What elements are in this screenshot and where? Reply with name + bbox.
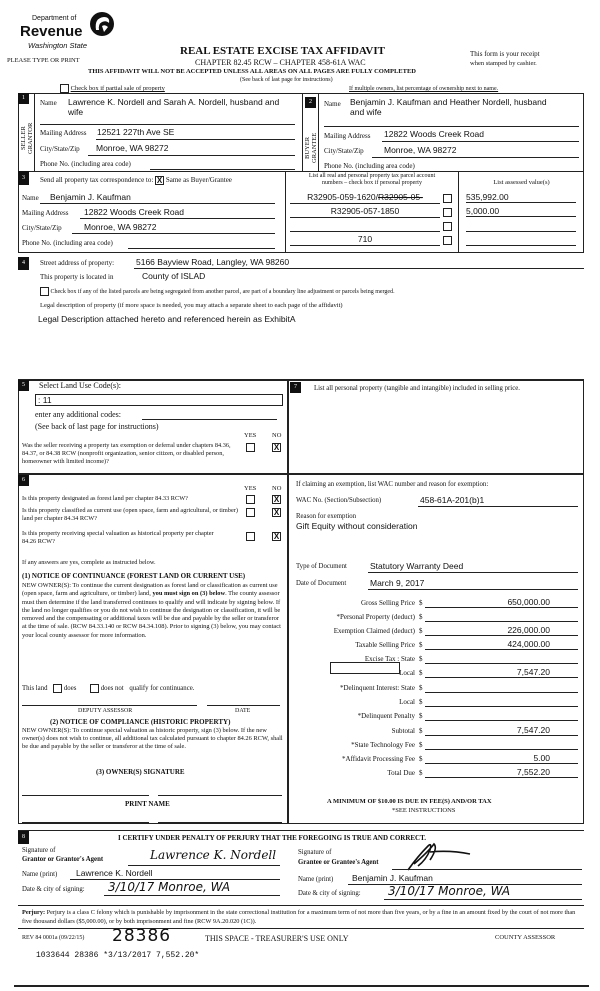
tax-line-value[interactable] xyxy=(425,653,578,664)
grantee-name-label: Name (print) xyxy=(298,876,334,883)
seller-name-label: Name xyxy=(40,99,57,107)
if-yes-instructions: If any answers are yes, complete as instructed below. xyxy=(22,559,156,566)
current-use-question: Is this property classified as current use (open space, farm and agricultural, or timber) land per chapter 84.34 RCW? xyxy=(22,507,238,522)
section-7-number: 7 xyxy=(290,382,301,393)
seller-mailing-field[interactable]: 12521 227th Ave SE xyxy=(97,127,175,137)
land-use-label: Select Land Use Code(s): xyxy=(39,381,121,390)
yes-header: YES xyxy=(244,432,257,439)
logo-line3: Washington State xyxy=(28,41,88,50)
section-8-number: 8 xyxy=(18,831,29,844)
currency-symbol: $ xyxy=(419,755,423,763)
form-revision: REV 84 0001a (09/22/15) xyxy=(22,935,85,941)
historical-question: Is this property receiving special valuation as historical property per chapter 84.26 RCW? xyxy=(22,530,214,545)
currency-symbol: $ xyxy=(419,641,423,649)
tax-line-value[interactable]: 5.00 xyxy=(425,753,578,764)
currency-symbol: $ xyxy=(419,599,423,607)
located-label: This property is located in xyxy=(40,273,114,281)
forest-land-yes-checkbox[interactable] xyxy=(246,495,255,504)
tax-line-label: *Affidavit Processing Fee xyxy=(342,755,415,763)
parcel-row[interactable] xyxy=(290,220,440,232)
tax-line-label: Local xyxy=(399,698,415,706)
currency-symbol: $ xyxy=(419,712,423,720)
logo-line1: Department of xyxy=(32,15,77,22)
deputy-date-label: DATE xyxy=(235,708,251,714)
grantor-date-field[interactable]: 3/10/17 Monroe, WA xyxy=(108,880,231,894)
currency-symbol: $ xyxy=(419,727,423,735)
seller-city-field[interactable]: Monroe, WA 98272 xyxy=(96,143,169,153)
tax-line-label: *Delinquent Penalty xyxy=(357,712,415,720)
multiple-owners-note: If multiple owners, list percentage of ownership next to name. xyxy=(349,86,499,92)
additional-codes-label: enter any additional codes: xyxy=(35,410,121,419)
same-as-buyer-checkbox[interactable]: X xyxy=(156,176,163,185)
parcel-number[interactable]: 710 xyxy=(357,234,373,244)
assessed-value[interactable]: 535,992.00 xyxy=(466,192,576,203)
seller-name-line2[interactable]: wife xyxy=(68,107,84,117)
handwritten-number: 28386 xyxy=(112,926,172,946)
located-field[interactable]: County of ISLAD xyxy=(142,271,206,281)
tax-line-value[interactable]: 7,552.20 xyxy=(425,767,578,778)
notice1-post: . The county assessor must then determine if the land transferred continues to qualify and will indicate by signing below. If the land no longer qualifies or you do not wish to continue the designation or classification, it will be removed and the compensating or additional taxes will be due and payable by the seller or transferor at the time of sale. (RCW 84.33.140 or RCW 84.34.108). Prior to signing (3) below, you may contact your local county assessor for more information. xyxy=(22,590,281,639)
county-assessor-label: COUNTY ASSESSOR xyxy=(495,934,556,941)
tax-line-label: *State Technology Fee xyxy=(351,741,415,749)
send-correspondence-label xyxy=(40,176,232,185)
grantor-signature[interactable]: Lawrence K. Nordell xyxy=(150,848,277,862)
receipt-note-1: This form is your receipt xyxy=(470,50,540,58)
owner-signature-line-2[interactable] xyxy=(158,795,282,796)
notice1-pre: NEW OWNER(S): To continue the current designation as forest land or classification as current use (open space, farm and agriculture, or timber) land, xyxy=(22,582,278,598)
doc-type-field[interactable]: Statutory Warranty Deed xyxy=(370,561,464,571)
corr-mailing-field[interactable]: 12822 Woods Creek Road xyxy=(84,207,185,217)
see-instructions-note: *SEE INSTRUCTIONS xyxy=(392,807,456,814)
grantee-name-field[interactable]: Benjamin J. Kaufman xyxy=(352,873,433,883)
buyer-grantee-label: BUYER GRANTEE xyxy=(304,132,318,163)
see-back-note: (See back of last page for instructions) xyxy=(240,77,333,83)
parcel-row[interactable] xyxy=(290,206,440,218)
notice-continuance-body xyxy=(22,582,284,640)
tax-line-label: Exemption Claimed (deduct) xyxy=(333,627,415,635)
owner-signature-label: (3) OWNER(S) SIGNATURE xyxy=(96,768,185,776)
segregated-checkbox[interactable] xyxy=(40,287,49,296)
wac-label: WAC No. (Section/Subsection) xyxy=(296,497,382,504)
currency-symbol: $ xyxy=(419,669,423,677)
legal-description-label: Legal description of property (if more space is needed, you may attach a separate sheet to each page of the affidavit) xyxy=(40,302,343,309)
doc-date-label: Date of Document xyxy=(296,580,347,587)
historical-no-checkbox[interactable]: X xyxy=(273,532,280,541)
seller-city-label: City/State/Zip xyxy=(40,145,80,153)
segregated-checkbox-row[interactable] xyxy=(40,287,395,296)
grantee-sig-label-2: Grantee or Grantee's Agent xyxy=(298,859,379,866)
current-use-yes-checkbox[interactable] xyxy=(246,508,255,517)
grantor-date-label: Date & city of signing: xyxy=(22,886,85,893)
grantee-date-label: Date & city of signing: xyxy=(298,890,361,897)
buyer-mailing-label: Mailing Address xyxy=(324,132,371,140)
buyer-name-line1[interactable]: Benjamin J. Kaufman and Heather Nordell, husband xyxy=(350,97,547,107)
section-3-number: 3 xyxy=(18,171,29,185)
seller-name-line1[interactable]: Lawrence K. Nordell and Sarah A. Nordell, husband and xyxy=(68,97,280,107)
partial-sale-label: Check box if partial sale of property xyxy=(70,84,165,92)
continuance-qualify-row xyxy=(22,684,194,693)
s6-yes-header: YES xyxy=(244,485,257,492)
tax-line-label: Total Due xyxy=(387,769,415,777)
acceptance-warning: THIS AFFIDAVIT WILL NOT BE ACCEPTED UNLESS ALL AREAS ON ALL PAGES ARE FULLY COMPLETED xyxy=(88,68,416,75)
qualify-label: qualify for continuance. xyxy=(129,685,195,693)
exemption-claim-label: If claiming an exemption, list WAC number and reason for exemption: xyxy=(296,481,489,488)
perjury-certification: I CERTIFY UNDER PENALTY OF PERJURY THAT THE FOREGOING IS TRUE AND CORRECT. xyxy=(118,834,427,842)
perjury-bold: Perjury: xyxy=(22,909,46,916)
tax-line-label: Excise Tax : State xyxy=(364,655,415,663)
print-name-line-2[interactable] xyxy=(158,822,282,823)
buyer-phone-label: Phone No. (including area code) xyxy=(324,162,415,170)
assessed-value[interactable] xyxy=(466,234,576,246)
street-address-label: Street address of property: xyxy=(40,259,115,267)
grantor-name-field[interactable]: Lawrence K. Nordell xyxy=(76,868,153,878)
grantor-sig-label-2: Grantor or Grantor's Agent xyxy=(22,856,104,863)
forest-land-no-checkbox[interactable]: X xyxy=(273,495,280,504)
currency-symbol: $ xyxy=(419,655,423,663)
parcel-row[interactable] xyxy=(290,192,440,204)
parcel-number[interactable]: R32905-057-1850 xyxy=(330,206,400,216)
segregated-label: Check box if any of the listed parcels are being segregated from another parcel, are part of a boundary line adjustment or parcels being merged. xyxy=(50,288,395,295)
grantee-signature[interactable] xyxy=(400,838,510,873)
does-not-label: does not xyxy=(100,685,124,693)
form-subtitle: CHAPTER 82.45 RCW – CHAPTER 458-61A WAC xyxy=(195,58,366,67)
no-header: NO xyxy=(272,432,282,439)
assessed-value[interactable]: 5,000.00 xyxy=(466,206,576,217)
seller-phone-field[interactable] xyxy=(150,169,295,170)
deputy-date-line[interactable] xyxy=(207,705,280,706)
tax-line-label: Taxable Selling Price xyxy=(355,641,415,649)
land-use-see-back: (See back of last page for instructions) xyxy=(35,422,159,431)
parcel-header xyxy=(287,173,457,187)
notice1-bold: you must sign on (3) below xyxy=(152,590,226,598)
dor-swirl-icon xyxy=(88,10,116,38)
buyer-name-label: Name xyxy=(324,100,341,108)
exemption-yes-checkbox[interactable] xyxy=(246,443,255,452)
grantee-date-field[interactable]: 3/10/17 Monroe, WA xyxy=(388,884,511,898)
local-rate-box[interactable] xyxy=(330,662,400,674)
currency-symbol: $ xyxy=(419,684,423,692)
grantor-sig-label-1: Signature of xyxy=(22,847,56,854)
section-4-number: 4 xyxy=(18,257,29,270)
assessed-value[interactable] xyxy=(466,220,576,232)
tax-line-label: *Delinquent Interest: State xyxy=(339,684,415,692)
seller-grantor-label: SELLER GRANTOR xyxy=(20,122,34,154)
corr-city-label: City/State/Zip xyxy=(22,224,62,232)
currency-symbol: $ xyxy=(419,627,423,635)
doc-type-label: Type of Document xyxy=(296,563,347,570)
doc-date-field[interactable]: March 9, 2017 xyxy=(370,578,425,588)
exemption-no-checkbox[interactable]: X xyxy=(273,443,280,452)
deputy-assessor-line[interactable] xyxy=(22,705,197,706)
treasurer-use-label: THIS SPACE - TREASURER'S USE ONLY xyxy=(205,934,349,943)
section-2-number: 2 xyxy=(305,97,316,108)
does-checkbox[interactable] xyxy=(53,684,62,693)
section-1-number: 1 xyxy=(18,93,29,104)
corr-phone-label: Phone No. (including area code) xyxy=(22,239,113,247)
personal-property-checkbox[interactable] xyxy=(443,208,452,217)
corr-city-field[interactable]: Monroe, WA 98272 xyxy=(84,222,157,232)
buyer-mailing-field[interactable]: 12822 Woods Creek Road xyxy=(384,129,485,139)
tax-line-value[interactable]: 226,000.00 xyxy=(425,625,578,636)
forest-land-question: Is this property designated as forest land per chapter 84.33 RCW? xyxy=(22,495,188,502)
same-as-label: Same as Buyer/Grantee xyxy=(165,176,232,185)
partial-sale-checkbox[interactable] xyxy=(60,84,69,93)
reason-label: Reason for exemption xyxy=(296,513,357,520)
notice-compliance-body: NEW OWNER(S): To continue special valuation as historic property, sign (3) below. If the new owner(s) does not wish to continue, all additional tax calculated pursuant to chapter 84.26 RCW, shall be due and payable by the seller or transferor at the time of sale. xyxy=(22,727,283,750)
s6-no-header: NO xyxy=(272,485,282,492)
assessed-header: List assessed value(s) xyxy=(493,179,550,186)
land-use-field[interactable]: : 11 xyxy=(35,394,283,406)
tax-line-value[interactable]: 424,000.00 xyxy=(425,639,578,650)
buyer-city-label: City/State/Zip xyxy=(324,147,364,155)
currency-symbol: $ xyxy=(419,769,423,777)
additional-codes-field[interactable] xyxy=(142,419,277,420)
perjury-text: Perjury is a class C felony which is punishable by imprisonment in the state correctional institution for a maximum term of not more than five years, or by a fine in an amount fixed by the court of not more than five thousand dollars ($5,000.00), or by both imprisonment and fine (RCW 9A.20.020 (1C)). xyxy=(22,909,576,925)
notice-continuance-title: (1) NOTICE OF CONTINUANCE (FOREST LAND OR CURRENT USE) xyxy=(22,572,246,580)
tax-line-value[interactable] xyxy=(425,739,578,750)
please-type: PLEASE TYPE OR PRINT xyxy=(7,57,80,64)
parcel-header-line1: List all real and personal property tax parcel account xyxy=(308,173,436,179)
parcel-header-line2: numbers – check box if personal property xyxy=(322,180,422,186)
partial-sale-checkbox-row[interactable] xyxy=(60,84,165,93)
currency-symbol: $ xyxy=(419,613,423,621)
tax-line-label: Local xyxy=(399,669,415,677)
currency-symbol: $ xyxy=(419,698,423,706)
notice-compliance-title: (2) NOTICE OF COMPLIANCE (HISTORIC PROPERTY) xyxy=(50,718,231,726)
seller-phone-label: Phone No. (including area code) xyxy=(40,160,131,168)
logo-line2: Revenue xyxy=(20,23,83,40)
form-title: REAL ESTATE EXCISE TAX AFFIDAVIT xyxy=(180,45,385,57)
current-use-no-checkbox[interactable]: X xyxy=(273,508,280,517)
historical-yes-checkbox[interactable] xyxy=(246,532,255,541)
parcel-row[interactable] xyxy=(290,234,440,246)
dor-logo xyxy=(18,8,118,56)
buyer-city-field[interactable]: Monroe, WA 98272 xyxy=(384,145,457,155)
receipt-note-2: when stamped by cashier. xyxy=(470,60,537,67)
currency-symbol: $ xyxy=(419,741,423,749)
print-name-line[interactable] xyxy=(22,822,149,823)
reason-field[interactable]: Gift Equity without consideration xyxy=(296,521,418,531)
corr-name-label: Name xyxy=(22,194,39,202)
personal-property-checkbox[interactable] xyxy=(443,222,452,231)
deputy-assessor-label: DEPUTY ASSESSOR xyxy=(78,708,133,714)
tax-line-value[interactable] xyxy=(425,682,578,693)
does-label: does xyxy=(63,685,77,693)
seller-mailing-label: Mailing Address xyxy=(40,129,87,137)
treasurer-stamp: 1033644 28386 *3/13/2017 7,552.20* xyxy=(36,951,200,960)
tax-line-value[interactable]: 7,547.20 xyxy=(425,725,578,736)
tax-line-value[interactable] xyxy=(425,611,578,622)
does-not-checkbox[interactable] xyxy=(90,684,99,693)
tax-line-label: *Personal Property (deduct) xyxy=(336,613,415,621)
this-land-label: This land xyxy=(22,685,48,693)
personal-property-checkbox[interactable] xyxy=(443,194,452,203)
tax-line-label: Gross Selling Price xyxy=(360,599,415,607)
street-address-field[interactable]: 5166 Bayview Road, Langley, WA 98260 xyxy=(136,257,290,267)
parcel-number[interactable]: R32905-059-1620/ xyxy=(307,192,378,202)
corr-phone-field[interactable] xyxy=(128,248,275,249)
tax-line-value[interactable]: 650,000.00 xyxy=(425,597,578,608)
section-5-number: 5 xyxy=(18,380,29,391)
send-label: Send all property tax correspondence to: xyxy=(40,176,154,185)
buyer-name-line2[interactable]: and wife xyxy=(350,107,382,117)
minimum-due-note: A MINIMUM OF $10.00 IS DUE IN FEE(S) AND/OR TAX xyxy=(327,798,492,805)
tax-line-label: Subtotal xyxy=(391,727,415,735)
perjury-notice xyxy=(22,909,582,926)
corr-name-field[interactable]: Benjamin J. Kaufman xyxy=(50,192,131,202)
personal-property-label: List all personal property (tangible and intangible) included in selling price. xyxy=(314,385,520,392)
parcel-number-struck: R32905-05- xyxy=(378,192,423,202)
corr-mailing-label: Mailing Address xyxy=(22,209,69,217)
personal-property-checkbox[interactable] xyxy=(443,236,452,245)
tax-line-value[interactable] xyxy=(425,710,578,721)
tax-line-value[interactable]: 7,547.20 xyxy=(425,667,578,678)
grantor-name-label: Name (print) xyxy=(22,871,58,878)
exemption-question: Was the seller receiving a property tax exemption or deferral under chapters 84.36, 84.37, or 84.38 RCW (nonprofit organization, senior citizen, or disabled person, homeowner with limited income)? xyxy=(22,442,231,465)
legal-description-field[interactable]: Legal Description attached hereto and referenced herein as ExhibitA xyxy=(38,314,296,324)
print-name-label: PRINT NAME xyxy=(125,800,170,808)
tax-line-value[interactable] xyxy=(425,696,578,707)
grantee-sig-label-1: Signature of xyxy=(298,849,332,856)
section-6-number: 6 xyxy=(18,475,29,486)
owner-signature-line[interactable] xyxy=(22,795,149,796)
wac-field[interactable]: 458-61A-201(b)1 xyxy=(420,495,485,505)
